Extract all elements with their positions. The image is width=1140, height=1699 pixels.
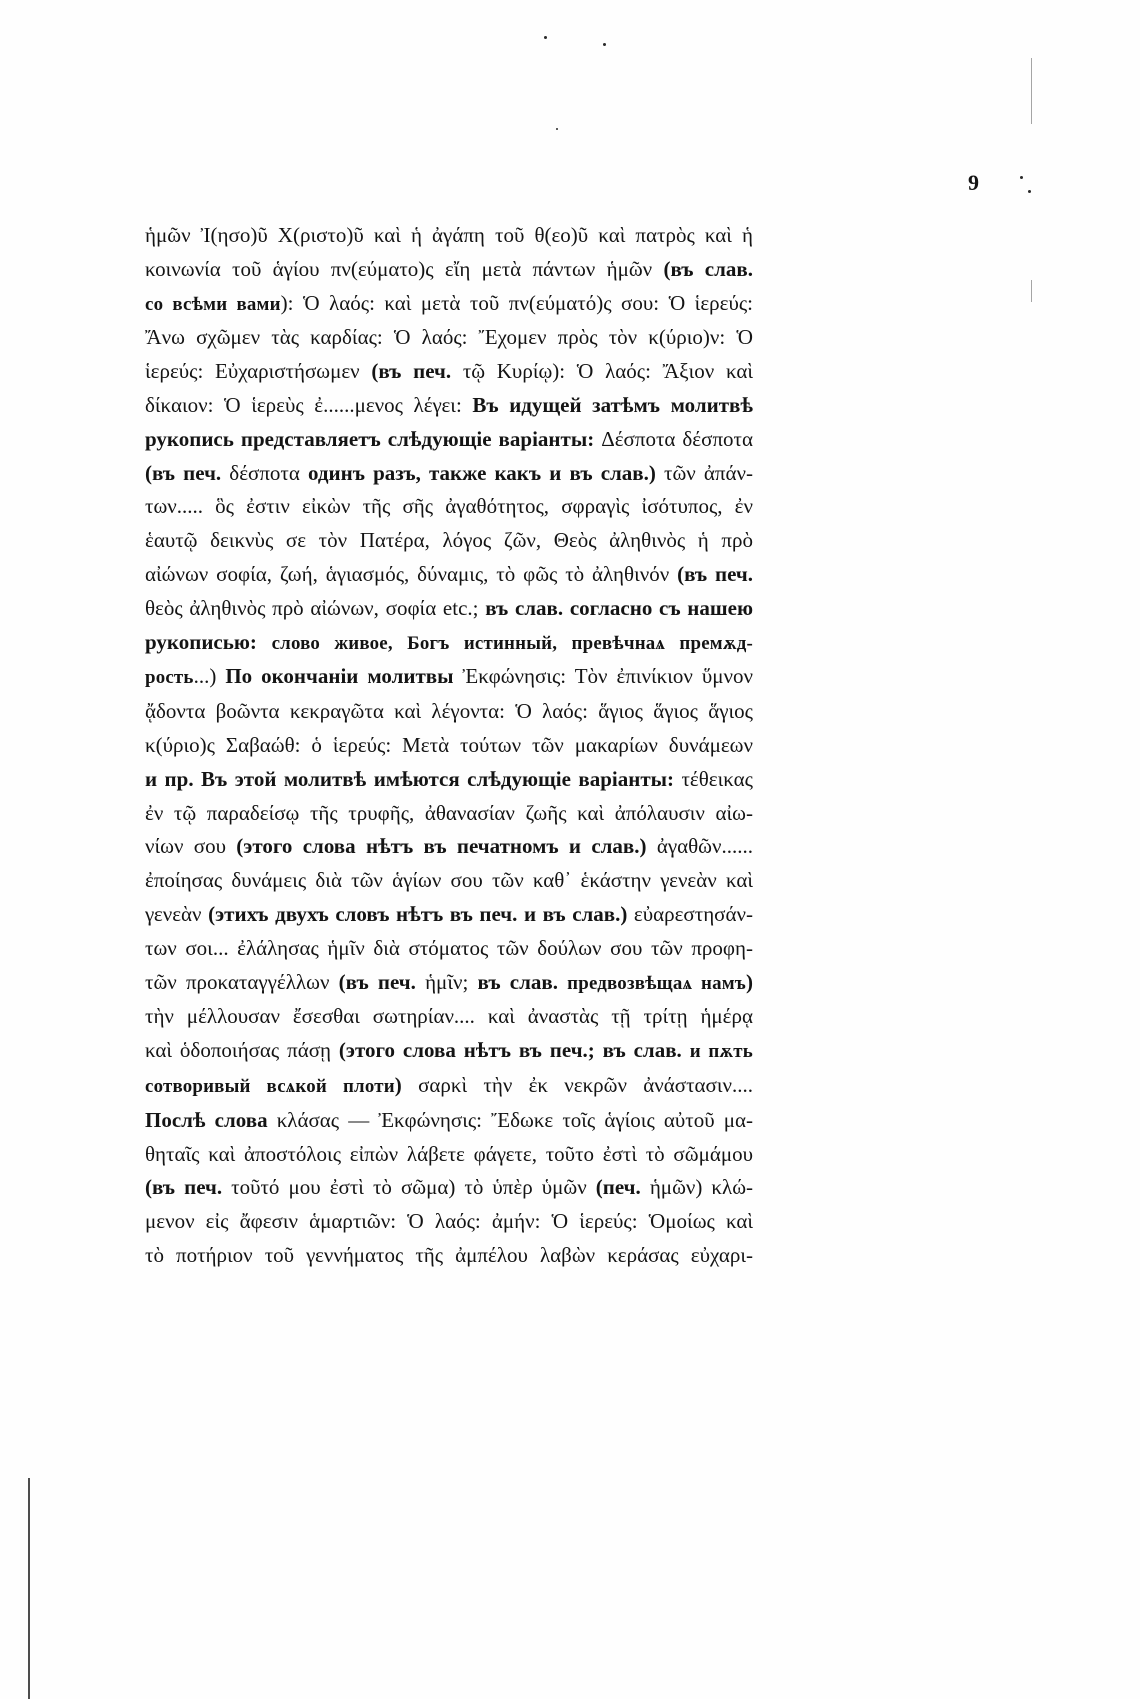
russian-text: По окончаніи молитвы <box>225 664 463 689</box>
greek-text: Ἐκφώνησις: Τὸν ἐπινίκιον ὕμνον <box>462 664 754 689</box>
greek-text: ᾄδοντα βοῶντα κεκραγῶτα καὶ λέγοντα: Ὁ λαός: ἅγιος ἅγιος ἅγιος <box>145 699 753 724</box>
greek-text: κοινωνία τοῦ ἁγίου πν(εύματο)ς εἴη μετὰ πάντων ἡμῶν <box>145 256 664 281</box>
text-line <box>145 864 753 898</box>
slavonic-quote: сотворивый всѧкой плоти <box>145 1075 395 1097</box>
slavonic-quote: и пѫть <box>689 1041 753 1063</box>
text-line <box>145 355 753 389</box>
russian-text: въ слав. согласно съ нашею <box>485 595 754 620</box>
text-line <box>145 1000 753 1034</box>
greek-text: σαρκὶ τὴν ἐκ νεκρῶν ἀνάστασιν.... <box>401 1072 753 1097</box>
body-text <box>145 219 753 1273</box>
greek-text: μενον εἰς ἄφεσιν ἁμαρτιῶν: Ὁ λαός: ἀμήν: Ὁ ἱερεύς: Ὁμοίως καὶ <box>145 1209 753 1234</box>
greek-text: τῶν ἀπάν- <box>655 460 753 485</box>
text-line <box>145 1069 753 1104</box>
greek-text: Δέσποτα δέσποτα <box>601 426 753 451</box>
page-number: 9 <box>968 170 979 195</box>
russian-text: (этихъ двухъ словъ нѣтъ въ печ. и въ слав.) <box>208 901 628 926</box>
russian-text: (этого слова нѣтъ въ печ.; въ слав. <box>338 1038 690 1063</box>
scan-speck <box>544 36 547 39</box>
russian-text: (въ печ. <box>338 969 426 994</box>
text-line <box>145 898 753 932</box>
text-line <box>145 660 753 695</box>
greek-text: ἀγαθῶν...... <box>646 834 753 859</box>
text-line <box>145 592 753 626</box>
greek-text: εὐαρεστησάν- <box>627 901 753 926</box>
greek-text: θεὸς ἀληθινὸς πρὸ αἰώνων, σοφία etc.; <box>145 595 486 620</box>
russian-text: (въ печ. <box>371 359 452 384</box>
greek-text: κλάσας — Ἐκφώνησις: Ἔδωκε τοῖς ἁγίοις αὐτοῦ μα- <box>276 1107 753 1132</box>
greek-text: ἡμῖν; <box>425 969 478 994</box>
text-line <box>145 1104 753 1138</box>
greek-text: των..... ὃς ἐστιν εἰκὼν τῆς σῆς ἀγαθότητος, σφραγὶς ἰσότυπος, ἐν <box>145 494 753 519</box>
text-line <box>145 729 753 763</box>
text-line <box>145 490 753 524</box>
slavonic-quote: со всѣми вами <box>145 293 281 315</box>
russian-text: (этого слова нѣтъ въ печатномъ и слав.) <box>236 834 647 859</box>
text-line <box>145 457 753 491</box>
russian-text: въ слав. <box>477 969 568 994</box>
scan-edge-line-right <box>1031 58 1032 124</box>
russian-text: ) <box>746 969 754 994</box>
russian-text: ) <box>394 1072 402 1097</box>
greek-text: ἡμῶν) κλώ- <box>649 1175 754 1200</box>
text-line <box>145 1034 753 1069</box>
greek-text: τέθεικας <box>681 766 753 791</box>
text-line <box>145 219 753 253</box>
russian-text: (въ печ. <box>677 561 753 586</box>
greek-text: αἰώνων σοφία, ζωή, ἁγιασμός, δύναμις, τὸ φῶς τὸ ἀληθινόν <box>145 561 678 586</box>
greek-text: θηταῖς καὶ ἀποστόλοις εἰπὼν λάβετε φάγετε, τοῦτο ἐστὶ τὸ σῶμάμου <box>145 1141 753 1166</box>
greek-text: των σοι... ἐλάλησας ἡμῖν διὰ στόματος τῶν δούλων σου τῶν προφη- <box>145 935 753 960</box>
scan-edge-line-left <box>28 1478 30 1699</box>
text-line <box>145 932 753 966</box>
russian-text: (въ печ. <box>145 1175 232 1200</box>
greek-text: τῷ Κυρίῳ): Ὁ λαός: Ἄξιον καὶ <box>451 359 753 384</box>
slavonic-quote: слово живое, Богъ истинный, превѣчнаѧ премѫд- <box>271 632 754 654</box>
scan-speck <box>1028 190 1031 193</box>
russian-text: Въ идущей затѣмъ молитвѣ <box>472 392 753 417</box>
text-line <box>145 524 753 558</box>
russian-text: (въ слав. <box>663 256 753 281</box>
greek-text: γενεὰν <box>145 901 209 926</box>
greek-text: τῶν προκαταγγέλλων <box>145 969 339 994</box>
greek-text: τὴν μέλλουσαν ἔσεσθαι σωτηρίαν.... καὶ ἀναστὰς τῇ τρίτῃ ἡμέρᾳ <box>145 1004 753 1029</box>
text-line <box>145 389 753 423</box>
text-line <box>145 1138 753 1172</box>
text-line <box>145 830 753 864</box>
text-line <box>145 626 753 661</box>
greek-text: ἐποίησας δυνάμεις διὰ τῶν ἁγίων σου τῶν καθ᾽ ἑκάστην γενεὰν καὶ <box>145 868 753 893</box>
scan-speck <box>603 43 606 46</box>
text-line <box>145 287 753 322</box>
scan-speck <box>1020 176 1023 179</box>
russian-text: рукопись представляетъ слѣдующіе варіанты: <box>145 426 602 451</box>
greek-text: δίκαιον: Ὁ ἱερεὺς ἐ......μενος λέγει: <box>145 392 473 417</box>
greek-text: ἱερεύς: Εὐχαριστήσωμεν <box>145 359 372 384</box>
greek-text: τοῦτό μου ἐστὶ τὸ σῶμα) τὸ ὑπὲρ ὑμῶν <box>231 1175 596 1200</box>
greek-text: καὶ ὁδοποιήσας πάσῃ <box>145 1038 339 1063</box>
greek-text: ): Ὁ λαός: καὶ μετὰ τοῦ πν(εύματό)ς σου: Ὁ ἱερεύς: <box>280 290 753 315</box>
greek-text: ἡμῶν Ἰ(ησο)ῦ Χ(ριστο)ῦ καὶ ἡ ἀγάπη τοῦ θ(εο)ῦ καὶ πατρὸς καὶ ἡ <box>145 223 753 247</box>
text-line <box>145 321 753 355</box>
greek-text: νίων σου <box>145 834 237 859</box>
slavonic-quote: предвозвѣщаѧ намъ <box>567 972 747 994</box>
greek-text: ἐν τῷ παραδείσῳ τῆς τρυφῆς, ἀθανασίαν ζωῆς καὶ ἀπόλαυσιν αἰω- <box>145 800 753 825</box>
text-line <box>145 966 753 1001</box>
text-line <box>145 1239 753 1273</box>
greek-text: κ(ύριο)ς Σαβαώθ: ὁ ἱερεύς: Μετὰ τούτων τῶν μακαρίων δυνάμεων <box>145 732 753 757</box>
russian-text: Послѣ слова <box>145 1107 277 1132</box>
greek-text: ἑαυτῷ δεικνὺς σε τὸν Πατέρα, λόγος ζῶν, Θεὸς ἀληθινὸς ἡ πρὸ <box>145 528 753 553</box>
greek-text: Ἄνω σχῶμεν τὰς καρδίας: Ὁ λαός: Ἔχομεν πρὸς τὸν κ(ύριο)ν: Ὁ <box>145 325 753 350</box>
russian-text: (печ. <box>595 1175 650 1200</box>
text-line <box>145 1205 753 1239</box>
text-line <box>145 797 753 831</box>
russian-text: и пр. Въ этой молитвѣ имѣются слѣдующіе варіанты: <box>145 766 682 791</box>
greek-text: δέσποτα <box>229 460 308 485</box>
greek-text: ...) <box>193 664 226 689</box>
greek-text: τὸ ποτήριον τοῦ γεννήματος τῆς ἀμπέλου λαβὼν κεράσας εὐχαρι- <box>145 1242 753 1267</box>
slavonic-quote: рость <box>145 667 194 689</box>
text-line <box>145 558 753 592</box>
text-line <box>145 423 753 457</box>
scan-edge-line-right <box>1031 280 1032 302</box>
scan-speck <box>556 128 558 130</box>
text-line <box>145 695 753 729</box>
russian-text: рукописью: <box>145 629 272 654</box>
russian-text: (въ печ. <box>145 460 230 485</box>
russian-text: одинъ разъ, также какъ и въ слав.) <box>308 460 656 485</box>
text-line <box>145 1171 753 1205</box>
text-line <box>145 763 753 797</box>
text-line <box>145 253 753 287</box>
